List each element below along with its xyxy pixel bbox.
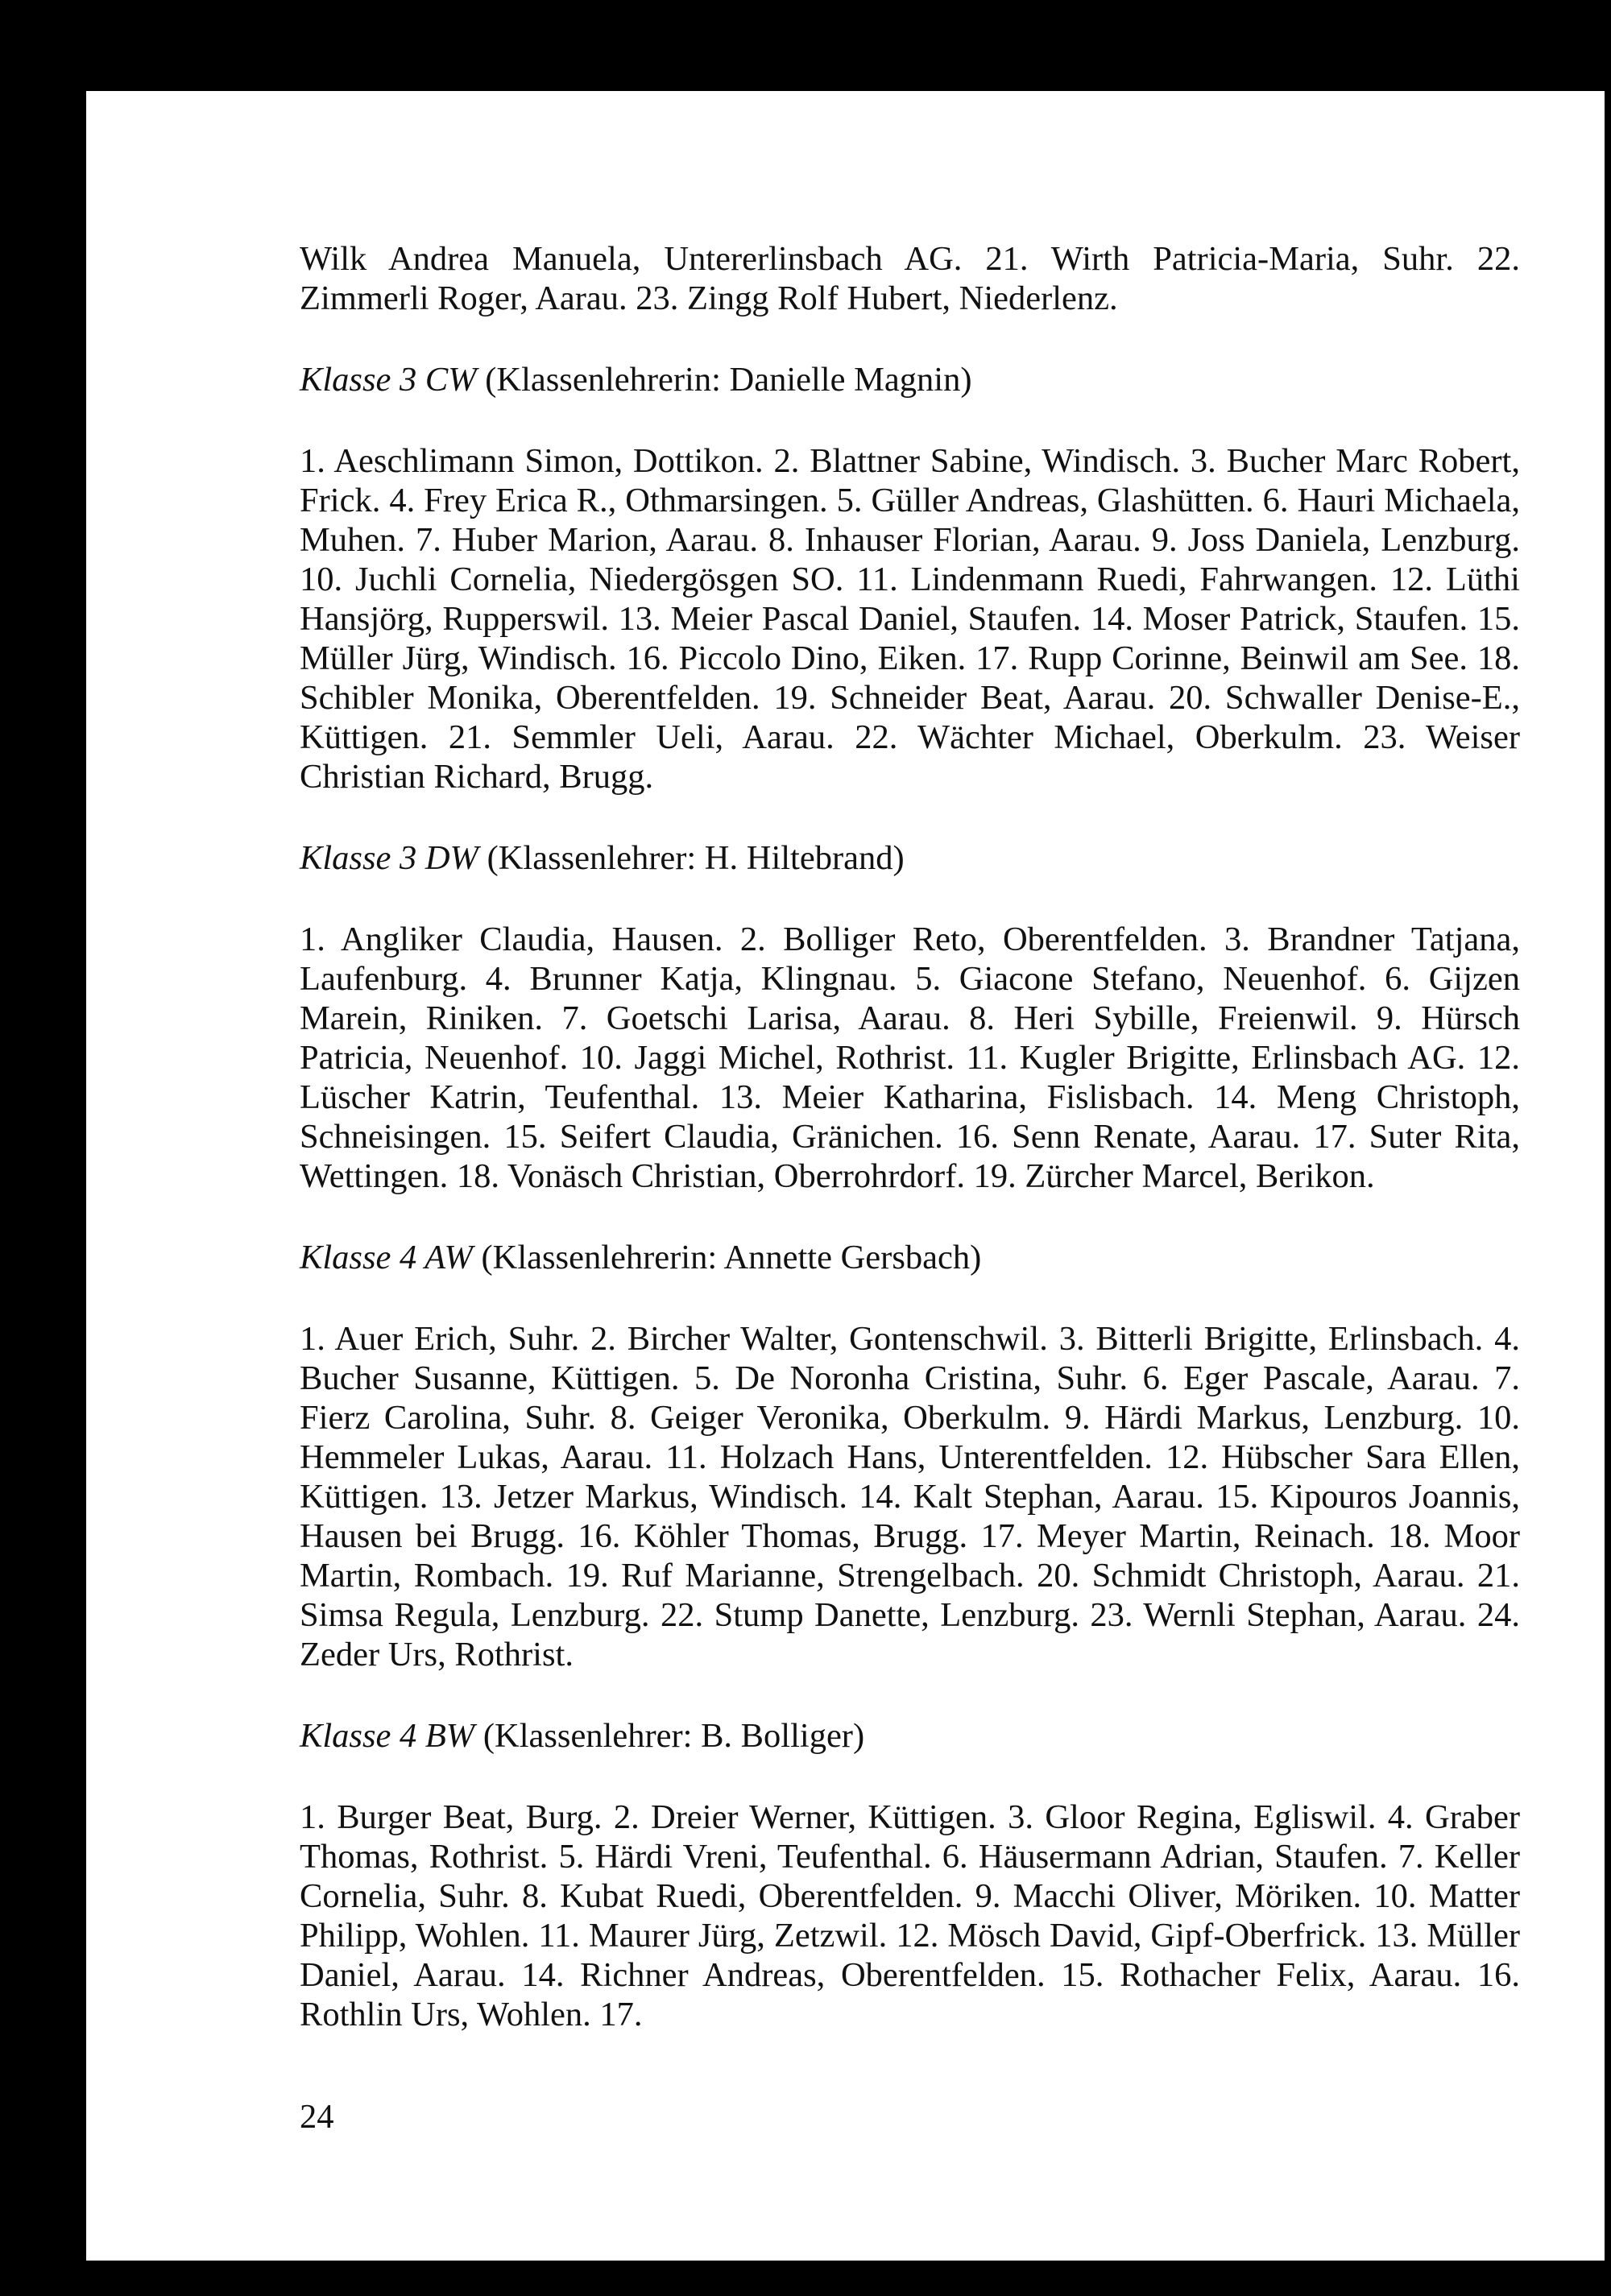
student-list-4bw: 1. Burger Beat, Burg. 2. Dreier Werner, Küttigen. 3. Gloor Regina, Egliswil. 4. Graber Thomas, Rothrist. 5. Härdi Vreni, Teufenthal. 6. Häusermann Adrian, Staufen. 7. Keller Cornelia, Suhr. 8. Kubat Ruedi, Oberentfelden. 9. Macchi Oliver, Möriken. 10. Matter Philipp, Wohlen. 11. Maurer Jürg, Zetzwil. 12. Mösch David, Gipf-Oberfrick. 13. Müller Daniel, Aarau. 14. Richner Andreas, Oberentfelden. 15. Rothacher Felix, Aarau. 16. Rothlin Urs, Wohlen. 17. [300, 1798, 1520, 2033]
section-heading-4aw [300, 1238, 1520, 1277]
page-number: 24 [300, 2098, 334, 2136]
intro-paragraph: Wilk Andrea Manuela, Untererlinsbach AG. 21. Wirth Patricia-Maria, Suhr. 22. Zimmerli Roger, Aarau. 23. Zingg Rolf Hubert, Niederlenz. [300, 240, 1520, 317]
section-heading-3dw [300, 838, 1520, 878]
teacher-label: (Klassenlehrer: B. Bolliger) [482, 1717, 865, 1755]
student-list-3dw: 1. Angliker Claudia, Hausen. 2. Bolliger Reto, Oberentfelden. 3. Brandner Tatjana, Laufenburg. 4. Brunner Katja, Klingnau. 5. Giacone Stefano, Neuenhof. 6. Gijzen Marein, Riniken. 7. Goetschi Larisa, Aarau. 8. Heri Sybille, Freienwil. 9. Hürsch Patricia, Neuenhof. 10. Jaggi Michel, Rothrist. 11. Kugler Brigitte, Erlinsbach AG. 12. Lüscher Katrin, Teufenthal. 13. Meier Katharina, Fislisbach. 14. Meng Christoph, Schneisingen. 15. Seifert Claudia, Gränichen. 16. Senn Renate, Aarau. 17. Suter Rita, Wettingen. 18. Vonäsch Christian, Oberrohrdorf. 19. Zürcher Marcel, Berikon. [300, 920, 1520, 1195]
section-heading-4bw [300, 1716, 1520, 1756]
teacher-label: (Klassenlehrer: H. Hiltebrand) [487, 839, 905, 877]
class-label: Klasse 4 AW [300, 1239, 473, 1276]
class-label: Klasse 3 CW [300, 361, 477, 399]
class-label: Klasse 4 BW [300, 1717, 475, 1755]
class-label: Klasse 3 DW [300, 839, 478, 877]
document-page [86, 91, 1605, 2261]
section-heading-3cw [300, 360, 1520, 399]
teacher-label: (Klassenlehrerin: Annette Gersbach) [481, 1239, 982, 1276]
page-content [300, 239, 1520, 2034]
teacher-label: (Klassenlehrerin: Danielle Magnin) [485, 361, 972, 399]
student-list-3cw: 1. Aeschlimann Simon, Dottikon. 2. Blattner Sabine, Windisch. 3. Bucher Marc Robert, Frick. 4. Frey Erica R., Othmarsingen. 5. Güller Andreas, Glashütten. 6. Hauri Michaela, Muhen. 7. Huber Marion, Aarau. 8. Inhauser Florian, Aarau. 9. Joss Daniela, Lenzburg. 10. Juchli Cornelia, Niedergösgen SO. 11. Lindenmann Ruedi, Fahrwangen. 12. Lüthi Hansjörg, Rupperswil. 13. Meier Pascal Daniel, Staufen. 14. Moser Patrick, Staufen. 15. Müller Jürg, Windisch. 16. Piccolo Dino, Eiken. 17. Rupp Corinne, Beinwil am See. 18. Schibler Monika, Oberentfelden. 19. Schneider Beat, Aarau. 20. Schwaller Denise-E., Küttigen. 21. Semmler Ueli, Aarau. 22. Wächter Michael, Oberkulm. 23. Weiser Christian Richard, Brugg. [300, 442, 1520, 796]
student-list-4aw: 1. Auer Erich, Suhr. 2. Bircher Walter, Gontenschwil. 3. Bitterli Brigitte, Erlinsbach. 4. Bucher Susanne, Küttigen. 5. De Noronha Cristina, Suhr. 6. Eger Pascale, Aarau. 7. Fierz Carolina, Suhr. 8. Geiger Veronika, Oberkulm. 9. Härdi Markus, Lenzburg. 10. Hemmeler Lukas, Aarau. 11. Holzach Hans, Unterentfelden. 12. Hübscher Sara Ellen, Küttigen. 13. Jetzer Markus, Windisch. 14. Kalt Stephan, Aarau. 15. Kipouros Joannis, Hausen bei Brugg. 16. Köhler Thomas, Brugg. 17. Meyer Martin, Reinach. 18. Moor Martin, Rombach. 19. Ruf Marianne, Strengelbach. 20. Schmidt Christoph, Aarau. 21. Simsa Regula, Lenzburg. 22. Stump Danette, Lenzburg. 23. Wernli Stephan, Aarau. 24. Zeder Urs, Rothrist. [300, 1320, 1520, 1673]
